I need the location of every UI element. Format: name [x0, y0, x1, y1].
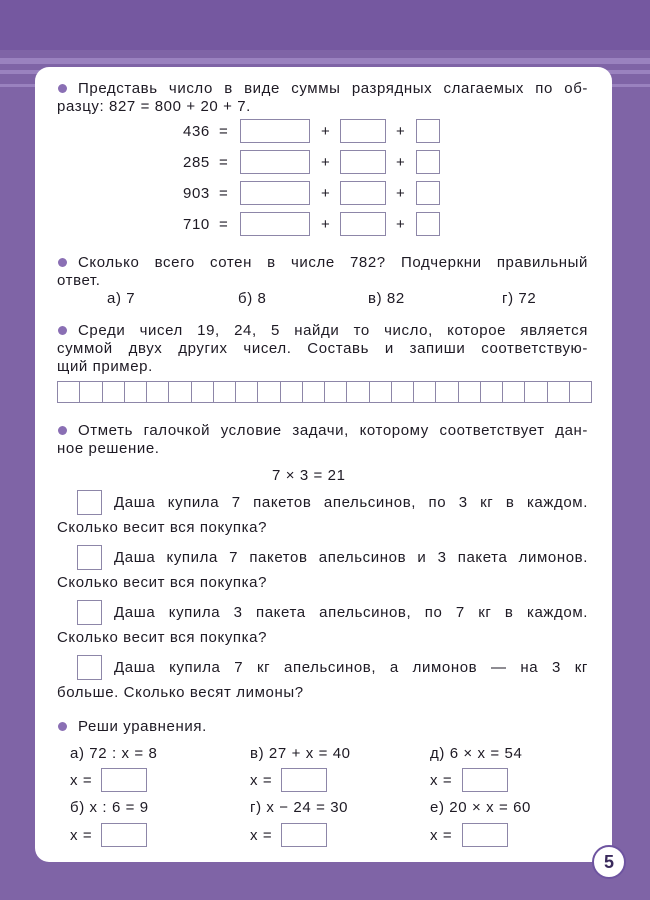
bullet-icon: [58, 426, 67, 435]
bullet-icon: [58, 258, 67, 267]
condition-checkbox[interactable]: [77, 600, 102, 625]
hundreds-input[interactable]: [240, 181, 310, 205]
plus-sign: +: [321, 123, 331, 140]
answer-option[interactable]: г) 72: [502, 290, 537, 307]
units-input[interactable]: [416, 119, 440, 143]
page-number: 5: [592, 845, 626, 879]
condition-text: Даша купила 7 пакетов апельсинов и 3 пакета лимонов.: [114, 549, 588, 566]
answer-label: x =: [70, 827, 93, 844]
condition-checkbox[interactable]: [77, 655, 102, 680]
equals-sign: =: [219, 216, 229, 233]
worksheet-card: [35, 67, 612, 862]
answer-label: x =: [250, 827, 273, 844]
task3-text: щий пример.: [57, 358, 153, 375]
plus-sign: +: [396, 216, 406, 233]
condition-text: Сколько весит вся покупка?: [57, 574, 268, 591]
answer-label: x =: [430, 772, 453, 789]
condition-text: Сколько весит вся покупка?: [57, 519, 268, 536]
decompose-number: 285: [183, 154, 210, 171]
equals-sign: =: [219, 185, 229, 202]
decompose-number: 436: [183, 123, 210, 140]
tens-input[interactable]: [340, 119, 386, 143]
answer-option[interactable]: б) 8: [238, 290, 267, 307]
plus-sign: +: [396, 185, 406, 202]
condition-text: Даша купила 3 пакета апельсинов, по 7 кг в каждом.: [114, 604, 588, 621]
answer-option[interactable]: в) 82: [368, 290, 405, 307]
answer-input[interactable]: [462, 768, 508, 792]
units-input[interactable]: [416, 150, 440, 174]
equation: а) 72 : x = 8: [70, 745, 158, 762]
answer-label: x =: [250, 772, 273, 789]
tens-input[interactable]: [340, 212, 386, 236]
hundreds-input[interactable]: [240, 212, 310, 236]
answer-input[interactable]: [462, 823, 508, 847]
answer-input[interactable]: [281, 823, 327, 847]
equals-sign: =: [219, 123, 229, 140]
hundreds-input[interactable]: [240, 119, 310, 143]
task4-text: ное решение.: [57, 440, 160, 457]
equation: д) 6 × x = 54: [430, 745, 523, 762]
equation: б) x : 6 = 9: [70, 799, 149, 816]
solution-expression: 7 × 3 = 21: [272, 467, 346, 484]
task4-text: Отметь галочкой условие задачи, которому соответствует дан-: [78, 422, 588, 439]
task5-title: Реши уравнения.: [78, 718, 207, 735]
decompose-number: 903: [183, 185, 210, 202]
tens-input[interactable]: [340, 181, 386, 205]
header-band: [0, 0, 650, 50]
decompose-number: 710: [183, 216, 210, 233]
plus-sign: +: [321, 216, 331, 233]
answer-label: x =: [430, 827, 453, 844]
task2-text: ответ.: [57, 272, 101, 289]
units-input[interactable]: [416, 212, 440, 236]
bullet-icon: [58, 326, 67, 335]
plus-sign: +: [321, 185, 331, 202]
task2-text: Сколько всего сотен в числе 782? Подчеркни правильный: [78, 254, 588, 271]
tens-input[interactable]: [340, 150, 386, 174]
decor-stripe: [0, 58, 650, 64]
condition-text: Даша купила 7 кг апельсинов, а лимонов — на 3 кг: [114, 659, 588, 676]
plus-sign: +: [396, 154, 406, 171]
answer-label: x =: [70, 772, 93, 789]
condition-text: Сколько весит вся покупка?: [57, 629, 268, 646]
condition-checkbox[interactable]: [77, 490, 102, 515]
plus-sign: +: [396, 123, 406, 140]
bullet-icon: [58, 84, 67, 93]
units-input[interactable]: [416, 181, 440, 205]
condition-text: больше. Сколько весят лимоны?: [57, 684, 304, 701]
task1-text: разцу: 827 = 800 + 20 + 7.: [57, 98, 251, 115]
equals-sign: =: [219, 154, 229, 171]
answer-input[interactable]: [281, 768, 327, 792]
hundreds-input[interactable]: [240, 150, 310, 174]
equation: г) x − 24 = 30: [250, 799, 349, 816]
equation: в) 27 + x = 40: [250, 745, 351, 762]
answer-input[interactable]: [101, 823, 147, 847]
task3-text: Среди чисел 19, 24, 5 найди то число, которое является: [78, 322, 588, 339]
answer-input[interactable]: [101, 768, 147, 792]
condition-checkbox[interactable]: [77, 545, 102, 570]
plus-sign: +: [321, 154, 331, 171]
answer-grid[interactable]: [57, 381, 592, 403]
answer-option[interactable]: а) 7: [107, 290, 136, 307]
equation: е) 20 × x = 60: [430, 799, 531, 816]
condition-text: Даша купила 7 пакетов апельсинов, по 3 кг в каждом.: [114, 494, 588, 511]
task3-text: суммой двух других чисел. Составь и запиши соответствую-: [57, 340, 588, 357]
task1-text: Представь число в виде суммы разрядных слагаемых по об-: [78, 80, 588, 97]
bullet-icon: [58, 722, 67, 731]
